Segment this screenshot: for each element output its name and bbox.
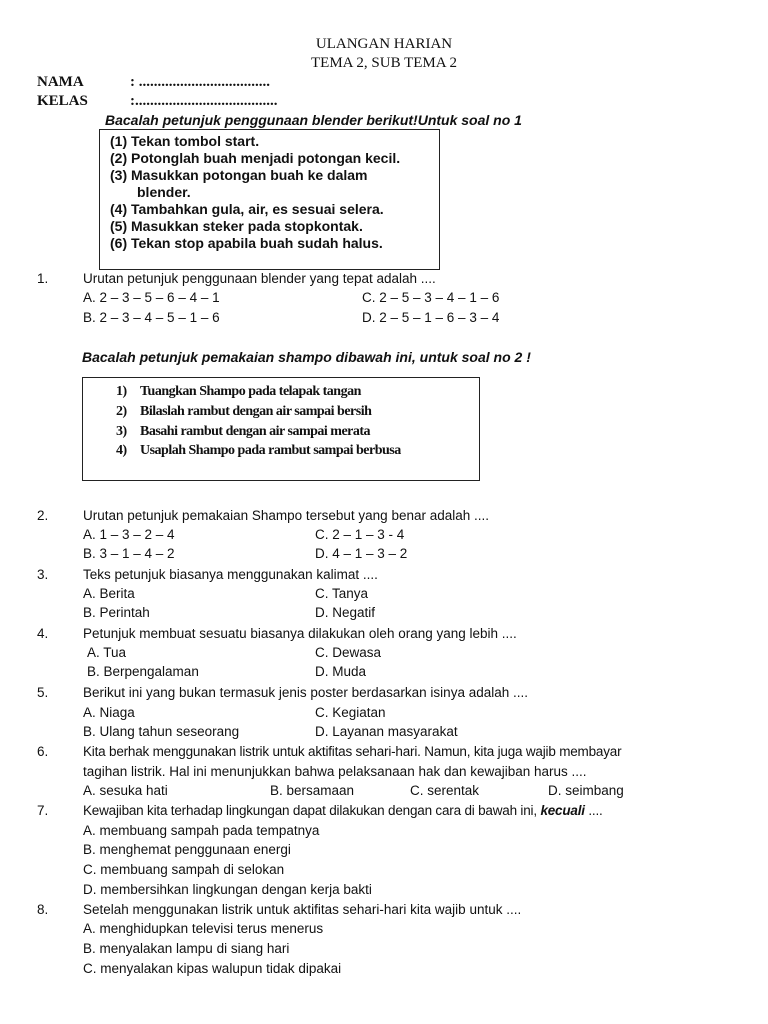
question-text-continued: tagihan listrik. Hal ini menunjukkan bahwa pelaksanaan hak dan kewajiban harus .... <box>83 764 587 779</box>
option-c: C. serentak <box>410 783 480 798</box>
option-d: D. seimbang <box>548 783 624 798</box>
question-text-tail: .... <box>584 803 603 818</box>
option-a: A. menghidupkan televisi terus menerus <box>83 921 324 936</box>
option-d: D. 4 – 1 – 3 – 2 <box>315 546 408 561</box>
question-text: Kita berhak menggunakan listrik untuk aktifitas sehari-hari. Namun, kita juga wajib membayar <box>83 744 622 759</box>
option-b: B. 3 – 1 – 4 – 2 <box>83 546 175 561</box>
option-b: B. Perintah <box>83 605 150 620</box>
option-a: A. Berita <box>83 586 135 601</box>
option-a: A. 1 – 3 – 2 – 4 <box>83 527 175 542</box>
option-a: A. Tua <box>87 645 127 660</box>
option-c: C. 2 – 5 – 3 – 4 – 1 – 6 <box>362 290 500 305</box>
blender-step: (2) Potonglah buah menjadi potongan kecil. <box>110 150 401 166</box>
question-emphasis: kecuali <box>540 803 585 818</box>
option-a: A. 2 – 3 – 5 – 6 – 4 – 1 <box>83 290 220 305</box>
question-text <box>83 803 603 818</box>
shampo-instruction: Bacalah petunjuk pemakaian shampo dibawah ini, untuk soal no 2 ! <box>82 349 531 365</box>
nama-field: : ................................... <box>130 74 270 90</box>
option-d: D. Muda <box>315 664 367 679</box>
option-a: A. sesuka hati <box>83 783 168 798</box>
shampo-step: Usaplah Shampo pada rambut sampai berbusa <box>140 443 401 458</box>
shampo-step-number: 4) <box>116 443 127 458</box>
question-number: 1. <box>37 271 49 286</box>
question-text: Urutan petunjuk pemakaian Shampo tersebut yang benar adalah .... <box>83 508 490 523</box>
option-b: B. Berpengalaman <box>87 664 199 679</box>
nama-label: NAMA <box>37 74 84 90</box>
option-c: C. Dewasa <box>315 645 382 660</box>
option-c: C. 2 – 1 – 3 - 4 <box>315 527 405 542</box>
option-b: B. menyalakan lampu di siang hari <box>83 941 290 956</box>
option-a: A. membuang sampah pada tempatnya <box>83 823 320 838</box>
blender-step: (1) Tekan tombol start. <box>110 133 260 149</box>
option-b: B. menghemat penggunaan energi <box>83 842 291 857</box>
kelas-label: KELAS <box>37 93 88 109</box>
question-number: 3. <box>37 567 49 582</box>
option-d: D. Negatif <box>315 605 376 620</box>
question-number: 8. <box>37 902 49 917</box>
option-d: D. 2 – 5 – 1 – 6 – 3 – 4 <box>362 310 500 325</box>
option-c: C. Tanya <box>315 586 369 601</box>
page-title: ULANGAN HARIAN <box>315 36 453 52</box>
blender-step-continuation: blender. <box>137 184 191 200</box>
page-subtitle: TEMA 2, SUB TEMA 2 <box>311 55 457 71</box>
question-text: Urutan petunjuk penggunaan blender yang tepat adalah .... <box>83 271 436 286</box>
option-d: D. Layanan masyarakat <box>315 724 458 739</box>
blender-step: (3) Masukkan potongan buah ke dalam <box>110 167 368 183</box>
question-number: 5. <box>37 685 49 700</box>
shampo-step-number: 1) <box>116 384 127 399</box>
option-c: C. membuang sampah di selokan <box>83 862 285 877</box>
question-number: 2. <box>37 508 49 523</box>
question-text-main: Kewajiban kita terhadap lingkungan dapat dilakukan dengan cara di bawah ini, <box>83 803 541 818</box>
shampo-step: Bilaslah rambut dengan air sampai bersih <box>140 404 372 419</box>
question-text: Petunjuk membuat sesuatu biasanya dilakukan oleh orang yang lebih .... <box>83 626 517 641</box>
question-number: 4. <box>37 626 49 641</box>
question-text: Teks petunjuk biasanya menggunakan kalimat .... <box>83 567 378 582</box>
option-b: B. 2 – 3 – 4 – 5 – 1 – 6 <box>83 310 220 325</box>
option-c: C. menyalakan kipas walupun tidak dipakai <box>83 961 342 976</box>
option-c: C. Kegiatan <box>315 705 386 720</box>
option-a: A. Niaga <box>83 705 135 720</box>
shampo-step: Basahi rambut dengan air sampai merata <box>140 424 371 439</box>
shampo-step-number: 3) <box>116 424 127 439</box>
blender-step: (5) Masukkan steker pada stopkontak. <box>110 218 363 234</box>
kelas-field: :...................................... <box>130 93 278 109</box>
question-number: 7. <box>37 803 49 818</box>
blender-step: (6) Tekan stop apabila buah sudah halus. <box>110 235 383 251</box>
question-number: 6. <box>37 744 49 759</box>
question-text: Berikut ini yang bukan termasuk jenis poster berdasarkan isinya adalah .... <box>83 685 528 700</box>
option-d: D. membersihkan lingkungan dengan kerja bakti <box>83 882 372 897</box>
option-b: B. Ulang tahun seseorang <box>83 724 240 739</box>
shampo-step: Tuangkan Shampo pada telapak tangan <box>140 384 361 399</box>
blender-instruction: Bacalah petunjuk penggunaan blender berikut!Untuk soal no 1 <box>105 112 522 128</box>
blender-step: (4) Tambahkan gula, air, es sesuai selera. <box>110 201 384 217</box>
shampo-step-number: 2) <box>116 404 127 419</box>
option-b: B. bersamaan <box>270 783 355 798</box>
question-text: Setelah menggunakan listrik untuk aktifitas sehari-hari kita wajib untuk .... <box>83 902 522 917</box>
